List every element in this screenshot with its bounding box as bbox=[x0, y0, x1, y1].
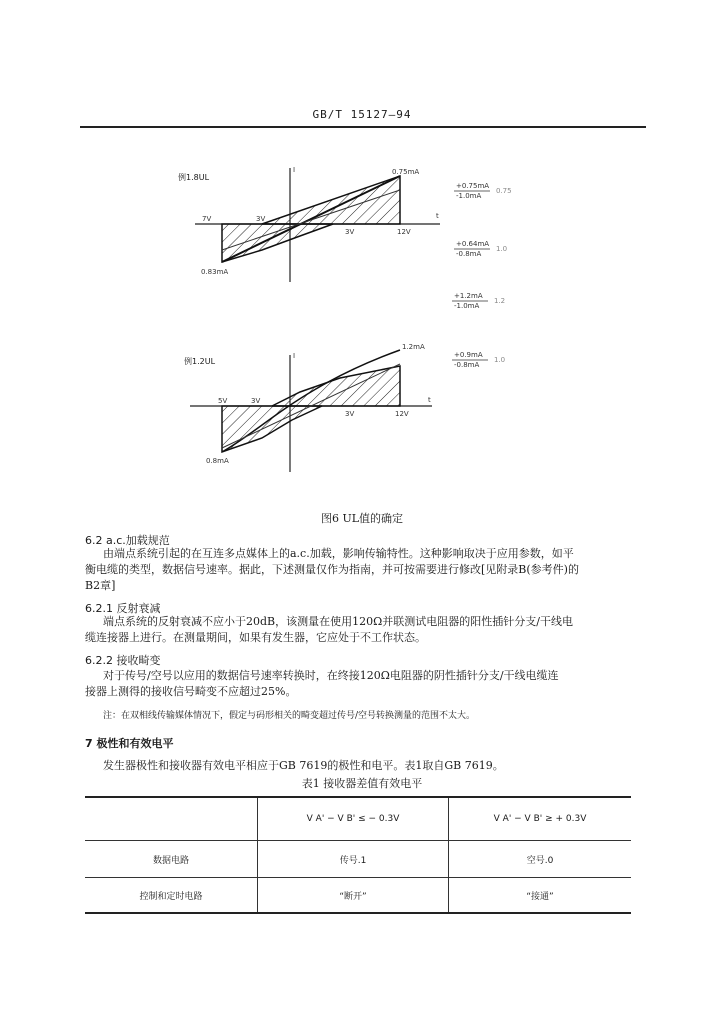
top-ann3-c: 1.2 bbox=[494, 297, 506, 305]
top-volt-l2: 3V bbox=[256, 215, 266, 223]
section-6-2-1-line-2: 缆连接器上进行。在测量期间，如果有发生器，它应处于不工作状态。 bbox=[85, 631, 426, 644]
bottom-ann1-a: +0.9mA bbox=[454, 351, 483, 359]
bottom-ann1-c: 1.0 bbox=[494, 356, 506, 364]
figure-caption: 图6 UL值的确定 bbox=[320, 512, 404, 525]
top-volt-left: 7V bbox=[202, 215, 212, 223]
section-6-2-2-line-1: 对于传号/空号以应用的数据信号速率转换时，在终接120Ω电阻器的阴性插针分支/干线电缆连 bbox=[103, 669, 559, 682]
top-ann1-c: 0.75 bbox=[496, 187, 512, 195]
figure-top-diagram bbox=[195, 168, 440, 282]
section-6-2-1-line-1: 端点系统的反射衰减不应小于20dB，该测量在使用120Ω并联测试电阻器的阳性插针分支/干线电 bbox=[103, 615, 573, 628]
bottom-peak-bottom: 0.8mA bbox=[206, 457, 229, 465]
bottom-pos-region bbox=[272, 366, 400, 406]
table-cell: 空号.0 bbox=[449, 841, 632, 878]
section-6-2-line-3: B2章] bbox=[85, 579, 116, 592]
bottom-v-axis-label: I bbox=[293, 352, 296, 360]
top-example-label: 例1.8UL bbox=[178, 173, 210, 182]
section-6-2-2-line-2: 接器上测得的接收信号畸变不应超过25%。 bbox=[85, 685, 297, 698]
section-6-2-heading: 6.2 a.c.加载规范 bbox=[85, 534, 170, 547]
top-pos-region bbox=[262, 176, 400, 224]
top-volt-right: 12V bbox=[397, 228, 411, 236]
section-7-heading: 7 极性和有效电平 bbox=[85, 737, 174, 750]
bottom-ann1-b: -0.8mA bbox=[454, 361, 480, 369]
table-cell: 数据电路 bbox=[85, 841, 258, 878]
bottom-volt-mid: 3V bbox=[345, 410, 355, 418]
top-ann2-a: +0.64mA bbox=[456, 240, 490, 248]
table-row bbox=[85, 878, 631, 914]
table-cell: “接通” bbox=[449, 878, 632, 914]
bottom-neg-region bbox=[222, 406, 322, 452]
page-header-code: GB/T 15127—94 bbox=[312, 108, 412, 121]
table-header-empty bbox=[85, 797, 258, 841]
top-peak-top: 0.75mA bbox=[392, 168, 420, 176]
top-peak-bottom: 0.83mA bbox=[201, 268, 229, 276]
top-ann1-b: -1.0mA bbox=[456, 192, 482, 200]
top-volt-mid: 3V bbox=[345, 228, 355, 236]
top-neg-region bbox=[222, 224, 333, 262]
section-6-2-line-1: 由端点系统引起的在互连多点媒体上的a.c.加载，影响传输特性。这种影响取决于应用参数，如平 bbox=[103, 547, 574, 560]
bottom-volt-right: 12V bbox=[395, 410, 409, 418]
top-h-axis-label: t bbox=[436, 212, 439, 220]
bottom-peak-top: 1.2mA bbox=[402, 343, 425, 351]
bottom-h-axis-label: t bbox=[428, 396, 431, 404]
table-1 bbox=[85, 796, 631, 914]
table-header-col-1: V A' − V B' ≤ − 0.3V bbox=[258, 797, 449, 841]
table-header-row bbox=[85, 797, 631, 841]
top-ann3-b: -1.0mA bbox=[454, 302, 480, 310]
top-ann3-a: +1.2mA bbox=[454, 292, 483, 300]
bottom-volt-l2: 3V bbox=[251, 397, 261, 405]
top-v-axis-label: I bbox=[293, 166, 296, 174]
section-6-2-line-2: 衡电缆的类型，数据信号速率。据此，下述测量仅作为指南，并可按需要进行修改[见附录B(参考件)的 bbox=[85, 563, 579, 576]
annotation-fraction-bars bbox=[452, 191, 490, 360]
section-7-line-1: 发生器极性和接收器有效电平相应于GB 7619的极性和电平。表1取自GB 7619。 bbox=[103, 759, 504, 772]
section-6-2-2-heading: 6.2.2 接收畸变 bbox=[85, 654, 161, 667]
bottom-volt-left: 5V bbox=[218, 397, 228, 405]
top-ann1-a: +0.75mA bbox=[456, 182, 490, 190]
top-ann2-c: 1.0 bbox=[496, 245, 508, 253]
table-1-title: 表1 接收器差值有效电平 bbox=[301, 777, 423, 790]
section-6-2-2-note: 注：在双相线传输媒体情况下，假定与码形相关的畸变超过传号/空号转换测量的范围不太大。 bbox=[103, 711, 476, 721]
bottom-example-label: 例1.2UL bbox=[184, 357, 216, 366]
table-cell: 传号.1 bbox=[258, 841, 449, 878]
table-row bbox=[85, 841, 631, 878]
section-6-2-1-heading: 6.2.1 反射衰减 bbox=[85, 602, 161, 615]
table-header-col-2: V A' − V B' ≥ + 0.3V bbox=[449, 797, 632, 841]
top-ann2-b: -0.8mA bbox=[456, 250, 482, 258]
table-cell: “断开” bbox=[258, 878, 449, 914]
table-cell: 控制和定时电路 bbox=[85, 878, 258, 914]
